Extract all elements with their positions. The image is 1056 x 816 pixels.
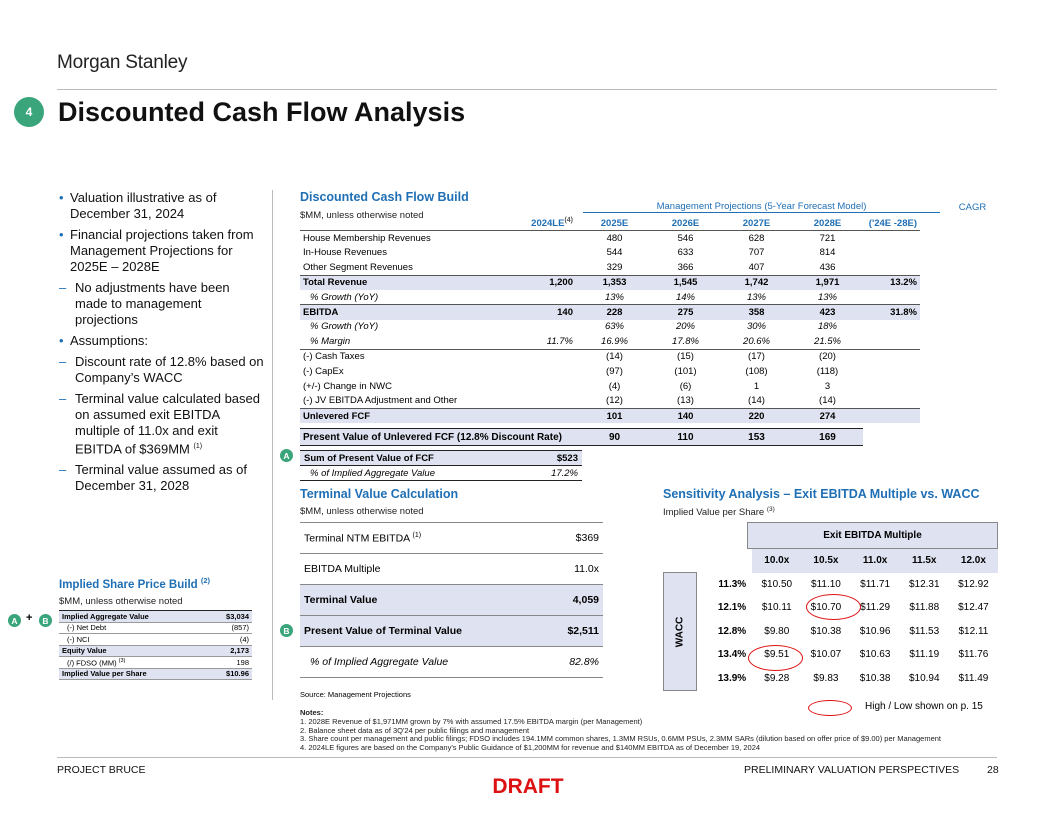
sum-pv-value: $523: [556, 452, 578, 464]
implied-value-cell: $9.83: [813, 672, 839, 684]
dcf-row: [300, 275, 920, 290]
high-value-circle: [806, 594, 861, 620]
pct-aggregate-label: % of Implied Aggregate Value: [310, 467, 435, 479]
value-2024le: [505, 349, 579, 364]
bullet-text: Valuation illustrative as of December 31, 2024: [70, 190, 217, 221]
bullet-text: Terminal value assumed as of December 31, 2028: [75, 462, 247, 494]
marker-b: B: [39, 614, 52, 627]
pv-value: 110: [650, 429, 721, 446]
projection-value: (12): [579, 394, 650, 409]
projection-value: 30%: [746, 321, 766, 333]
terminal-row: [300, 585, 603, 616]
multiple-header: 12.0x: [949, 549, 998, 573]
marker-b: B: [280, 624, 293, 637]
projection-value: (97): [606, 365, 623, 377]
sensitivity-title: Sensitivity Analysis – Exit EBITDA Multiple vs. WACC: [663, 487, 980, 501]
projection-value: (4): [608, 380, 621, 392]
terminal-value: 4,059: [545, 585, 603, 616]
plus-sign: +: [26, 612, 33, 624]
cagr-value: [863, 394, 920, 409]
cagr-subheader: ('24E -28E): [863, 216, 920, 231]
terminal-value-title: Terminal Value Calculation: [300, 487, 459, 501]
bullet-text: No adjustments have been made to management projections: [75, 280, 230, 327]
dcf-row: [300, 231, 920, 246]
implied-share-value: 2,173: [206, 645, 252, 657]
projection-value: 407: [721, 260, 792, 275]
cagr-value: [863, 231, 920, 246]
value-2024le: [505, 364, 579, 379]
terminal-label: [300, 523, 545, 554]
implied-share-row: [59, 622, 252, 634]
notes-title: Notes:: [300, 708, 324, 717]
implied-value-cell: $10.07: [810, 649, 842, 661]
projection-value: 16.9%: [579, 334, 650, 349]
terminal-label: [300, 647, 545, 678]
marker-a: A: [280, 449, 293, 462]
cagr-value: [863, 246, 920, 261]
implied-value-cell: $11.53: [909, 625, 940, 637]
value-2024le: [505, 260, 579, 275]
projection-value: 628: [748, 232, 765, 244]
col-year: 2025E: [579, 216, 650, 231]
exit-multiple-header: Exit EBITDA Multiple: [747, 522, 998, 549]
terminal-row: [300, 554, 603, 585]
bullet-text: Assumptions:: [70, 333, 149, 348]
implied-share-table: [59, 610, 252, 680]
value-2024le: [505, 231, 579, 246]
footnote-ref: (3): [118, 657, 126, 664]
page-number: 28: [987, 764, 999, 776]
projection-value: (108): [745, 365, 768, 377]
implied-share-value: (857): [206, 622, 252, 634]
implied-value-cell: $9.80: [764, 625, 790, 637]
dcf-row: [300, 305, 920, 320]
row-label: % Margin: [300, 334, 505, 349]
projection-value: 544: [606, 247, 623, 259]
projection-value: 721: [819, 232, 836, 244]
wacc-value: 13.9%: [717, 672, 747, 684]
footnote-line: 2. Balance sheet data as of 3Q'24 per public filings and management: [300, 725, 530, 735]
implied-share-label-text: Equity Value: [62, 646, 107, 656]
terminal-label-text: Present Value of Terminal Value: [304, 625, 462, 637]
implied-share-label: [59, 668, 206, 680]
row-label: Unlevered FCF: [300, 408, 505, 423]
implied-value-cell: $11.19: [909, 649, 940, 661]
projection-value: 275: [650, 305, 721, 320]
section-number-badge: 4: [14, 97, 44, 127]
high-low-legend: High / Low shown on p. 15: [865, 701, 983, 712]
cagr-value: [863, 349, 920, 364]
wacc-value: 12.8%: [717, 625, 747, 637]
cagr-value: [863, 290, 920, 305]
row-label: (-) Cash Taxes: [303, 351, 365, 363]
marker-a: A: [8, 614, 21, 627]
row-label: Total Revenue: [300, 275, 505, 290]
implied-share-label: [59, 657, 206, 669]
implied-share-row: [59, 634, 252, 646]
terminal-value: $2,511: [545, 616, 603, 647]
footer-deck-title: PRELIMINARY VALUATION PERSPECTIVES: [744, 764, 960, 776]
row-label: (-) CapEx: [303, 365, 344, 377]
projection-value: 1,971: [792, 275, 863, 290]
dcf-row: [300, 408, 920, 423]
implied-share-title: Implied Share Price Build $^{(2)}$: [59, 576, 211, 591]
sum-pv-label: Sum of Present Value of FCF: [304, 452, 434, 464]
terminal-label: [300, 616, 545, 647]
implied-share-row: [59, 645, 252, 657]
col-year: 2026E: [650, 216, 721, 231]
sensitivity-subtitle: Implied Value per Share $^{(3)}$: [663, 506, 775, 519]
sub-bullet-item: [59, 354, 264, 386]
projection-value: 814: [819, 247, 836, 259]
footer-divider: [57, 757, 997, 758]
projection-value: 366: [650, 260, 721, 275]
footnote-ref: (1): [193, 443, 203, 450]
implied-share-label-text: Implied Value per Share: [62, 669, 147, 679]
row-label: % Growth (YoY): [310, 321, 379, 333]
dcf-row: [300, 394, 920, 409]
implied-value-cell: $10.94: [908, 672, 940, 684]
implied-share-label: [59, 645, 206, 657]
sub-bullet-item: [59, 391, 264, 457]
dcf-header-row: [300, 216, 920, 231]
project-name: PROJECT BRUCE: [57, 764, 146, 776]
implied-value-cell: $10.50: [761, 578, 793, 590]
projection-value: (118): [816, 365, 839, 377]
projection-value: 13%: [792, 290, 863, 305]
footnotes: [300, 718, 1000, 752]
implied-share-value: (4): [206, 634, 252, 646]
header-divider: [57, 89, 997, 90]
multiple-header: 11.0x: [851, 549, 900, 573]
pv-unlevered-fcf-row: [300, 428, 863, 446]
legend-circle-icon: [808, 700, 852, 716]
dcf-row: [300, 246, 920, 261]
dcf-table: [300, 216, 920, 423]
sub-bullet-item: [59, 280, 264, 328]
projection-value: (14): [792, 394, 863, 409]
sum-pv-table: [300, 450, 582, 481]
dcf-row: [300, 260, 920, 275]
bullet-item: [59, 190, 264, 222]
low-value-circle: [748, 645, 803, 671]
cagr-header: CAGR: [958, 202, 987, 213]
projection-value: 18%: [817, 321, 837, 333]
row-label: House Membership Revenues: [303, 232, 431, 244]
bullet-item: [59, 333, 264, 349]
implied-value-cell: $12.11: [958, 625, 989, 637]
terminal-label: [300, 554, 545, 585]
projection-value: 1,545: [650, 275, 721, 290]
bullet-text: Discount rate of 12.8% based on Company’s WACC: [75, 354, 264, 385]
dcf-row: [300, 320, 920, 335]
implied-value-cell: $11.29: [860, 602, 891, 614]
terminal-label-text: Terminal NTM EBITDA: [304, 532, 410, 545]
implied-share-row: [59, 611, 252, 623]
wacc-value: 13.4%: [717, 649, 747, 661]
row-label: Other Segment Revenues: [300, 260, 505, 275]
multiple-header: 10.5x: [801, 549, 850, 573]
terminal-row: [300, 616, 603, 647]
terminal-row: [300, 523, 603, 554]
projection-value: 3: [824, 380, 831, 392]
projection-value: 228: [579, 305, 650, 320]
implied-value-cell: $10.11: [761, 602, 792, 614]
dcf-row: [300, 364, 920, 379]
value-2024le: 11.7%: [505, 334, 579, 349]
projection-value: (15): [677, 351, 694, 363]
projection-value: 358: [721, 305, 792, 320]
implied-value-cell: $10.63: [859, 649, 891, 661]
multiple-header: 10.0x: [752, 549, 801, 573]
pct-aggregate-value: 17.2%: [551, 467, 578, 479]
projection-value: 423: [792, 305, 863, 320]
source-note: Source: Management Projections: [300, 690, 411, 699]
projection-value: 14%: [650, 290, 721, 305]
implied-share-value: 198: [206, 657, 252, 669]
projection-value: 21.5%: [792, 334, 863, 349]
row-label: (+/-) Change in NWC: [303, 380, 392, 392]
implied-value-cell: $11.76: [958, 649, 989, 661]
implied-share-units: $MM, unless otherwise noted: [59, 596, 183, 607]
draft-watermark: DRAFT: [492, 775, 564, 798]
projection-value: 20%: [675, 321, 695, 333]
projection-value: 480: [606, 232, 623, 244]
projection-value: 140: [650, 408, 721, 423]
col-2024le: 2024LE$^{(4)}$: [505, 216, 579, 231]
terminal-value-table: [300, 522, 603, 678]
projection-value: 101: [579, 408, 650, 423]
corner-cell: [697, 549, 752, 573]
col-year: 2028E: [792, 216, 863, 231]
implied-value-cell: $10.70: [810, 602, 842, 614]
implied-share-label: [59, 622, 206, 634]
footnote-ref: (1): [412, 531, 422, 539]
page-title: Discounted Cash Flow Analysis: [58, 97, 466, 127]
projection-value: (14): [721, 394, 792, 409]
value-2024le: [505, 379, 579, 394]
implied-value-cell: $9.28: [764, 672, 790, 684]
implied-share-label: [59, 611, 206, 623]
footnote-line: 4. 2024LE figures are based on the Company's Public Guidance of $1,200MM for revenue and $140MM EBITDA as of December 19, 2024: [300, 742, 761, 752]
terminal-value: 11.0x: [545, 554, 603, 585]
implied-share-value: $3,034: [206, 611, 252, 623]
implied-value-cell: $10.96: [859, 625, 891, 637]
value-2024le: [505, 394, 579, 409]
implied-value-cell: $11.10: [811, 578, 841, 590]
projection-value: 13%: [721, 290, 792, 305]
cagr-value: [863, 408, 920, 423]
sensitivity-row: [697, 643, 998, 667]
dcf-units-caption: $MM, unless otherwise noted: [300, 210, 424, 221]
projection-value: (6): [679, 380, 692, 392]
implied-share-label-text: (-) Net Debt: [67, 623, 107, 633]
value-2024le: [505, 408, 579, 423]
implied-share-row: [59, 657, 252, 669]
wacc-header: WACC: [663, 572, 697, 691]
pv-value: 90: [579, 429, 650, 446]
implied-value-cell: $12.92: [958, 578, 989, 590]
projection-value: 1,742: [721, 275, 792, 290]
projection-value: 1,353: [579, 275, 650, 290]
implied-value-cell: $10.38: [810, 625, 842, 637]
column-divider: [272, 190, 273, 700]
implied-value-cell: $9.51: [764, 649, 790, 661]
projection-value: 17.8%: [650, 334, 721, 349]
terminal-label-text: Terminal Value: [304, 594, 378, 606]
terminal-row: [300, 647, 603, 678]
col-year: 2027E: [721, 216, 792, 231]
cagr-value: [863, 379, 920, 394]
dcf-row: [300, 349, 920, 364]
implied-value-cell: $11.71: [860, 578, 891, 590]
terminal-units-caption: $MM, unless otherwise noted: [300, 506, 424, 517]
implied-share-label: [59, 634, 206, 646]
implied-value-cell: $12.31: [908, 578, 940, 590]
pv-label: Present Value of Unlevered FCF (12.8% Discount Rate): [300, 429, 579, 446]
implied-share-label-text: Implied Aggregate Value: [62, 611, 149, 621]
bullet-text: Terminal value calculated based on assumed exit EBITDA multiple of 11.0x and exit EBITDA of $369MM: [75, 391, 260, 457]
projection-value: (20): [819, 351, 836, 363]
cagr-value: [863, 364, 920, 379]
value-2024le: [505, 290, 579, 305]
terminal-label-text: EBITDA Multiple: [304, 563, 381, 575]
projection-value: 274: [792, 408, 863, 423]
terminal-label-text: % of Implied Aggregate Value: [310, 656, 449, 668]
projection-value: (101): [674, 365, 697, 377]
projection-value: 20.6%: [721, 334, 792, 349]
sensitivity-table: [697, 549, 998, 690]
value-2024le: 140: [505, 305, 579, 320]
sub-bullet-item: [59, 462, 264, 494]
wacc-value: 12.1%: [717, 602, 747, 614]
implied-share-row: [59, 668, 252, 680]
cagr-value: [863, 260, 920, 275]
implied-value-cell: $12.47: [958, 602, 989, 614]
multiple-header: 11.5x: [900, 549, 949, 573]
row-label: (-) JV EBITDA Adjustment and Other: [300, 394, 505, 409]
row-label: EBITDA: [300, 305, 505, 320]
cagr-value: 31.8%: [863, 305, 920, 320]
projection-value: 546: [677, 232, 694, 244]
dcf-row: [300, 379, 920, 394]
row-label: % Growth (YoY): [300, 290, 505, 305]
wacc-value: 11.3%: [718, 578, 747, 590]
dcf-row: [300, 290, 920, 305]
projection-value: (14): [606, 351, 623, 363]
footnote-line: 1. 2028E Revenue of $1,971MM grown by 7% with assumed 17.5% EBITDA margin (per Management): [300, 717, 643, 726]
value-2024le: 1,200: [505, 275, 579, 290]
implied-share-value: $10.96: [206, 668, 252, 680]
bullet-text: Financial projections taken from Management Projections for 2025E – 2028E: [70, 227, 254, 274]
sensitivity-header-row: [697, 549, 998, 573]
value-2024le: [505, 320, 579, 335]
dcf-row: [300, 334, 920, 349]
sensitivity-row: [697, 573, 998, 597]
cagr-value: 13.2%: [863, 275, 920, 290]
pv-value: 169: [792, 429, 863, 446]
projection-value: 707: [748, 247, 765, 259]
terminal-value: $369: [545, 523, 603, 554]
cagr-value: [863, 334, 920, 349]
pv-value: 153: [721, 429, 792, 446]
value-2024le: [505, 246, 579, 261]
implied-value-cell: $11.49: [958, 672, 989, 684]
key-points-list: [59, 190, 264, 499]
projection-value: 436: [792, 260, 863, 275]
projection-value: 633: [677, 247, 694, 259]
terminal-value: 82.8%: [545, 647, 603, 678]
implied-value-cell: $10.38: [859, 672, 891, 684]
projection-value: 13%: [579, 290, 650, 305]
implied-share-label-text: (-) NCI: [67, 634, 90, 644]
cagr-value: [863, 320, 920, 335]
dcf-build-title: Discounted Cash Flow Build: [300, 190, 469, 204]
footnote-line: 3. Share count per management and public filings; FDSO includes 194.1MM common shares, 1.3MM RSUs, 0.6MM PSUs, 2.3MM SARs (dilution based on offer price of $9.00) per Management: [300, 734, 941, 744]
terminal-label: [300, 585, 545, 616]
row-label: In-House Revenues: [303, 247, 387, 259]
projection-value: (17): [748, 351, 765, 363]
sensitivity-row: [697, 667, 998, 691]
bullet-item: [59, 227, 264, 275]
projection-group-header: Management Projections (5-Year Forecast Model): [583, 201, 940, 213]
projection-value: (13): [650, 394, 721, 409]
sensitivity-row: [697, 620, 998, 644]
implied-share-label-text: (/) FDSO (MM): [67, 658, 117, 667]
implied-value-cell: $11.88: [909, 602, 940, 614]
projection-value: 329: [579, 260, 650, 275]
morgan-stanley-logo: Morgan Stanley: [57, 52, 188, 73]
projection-value: 220: [721, 408, 792, 423]
projection-value: 1: [753, 380, 760, 392]
projection-value: 63%: [604, 321, 624, 333]
